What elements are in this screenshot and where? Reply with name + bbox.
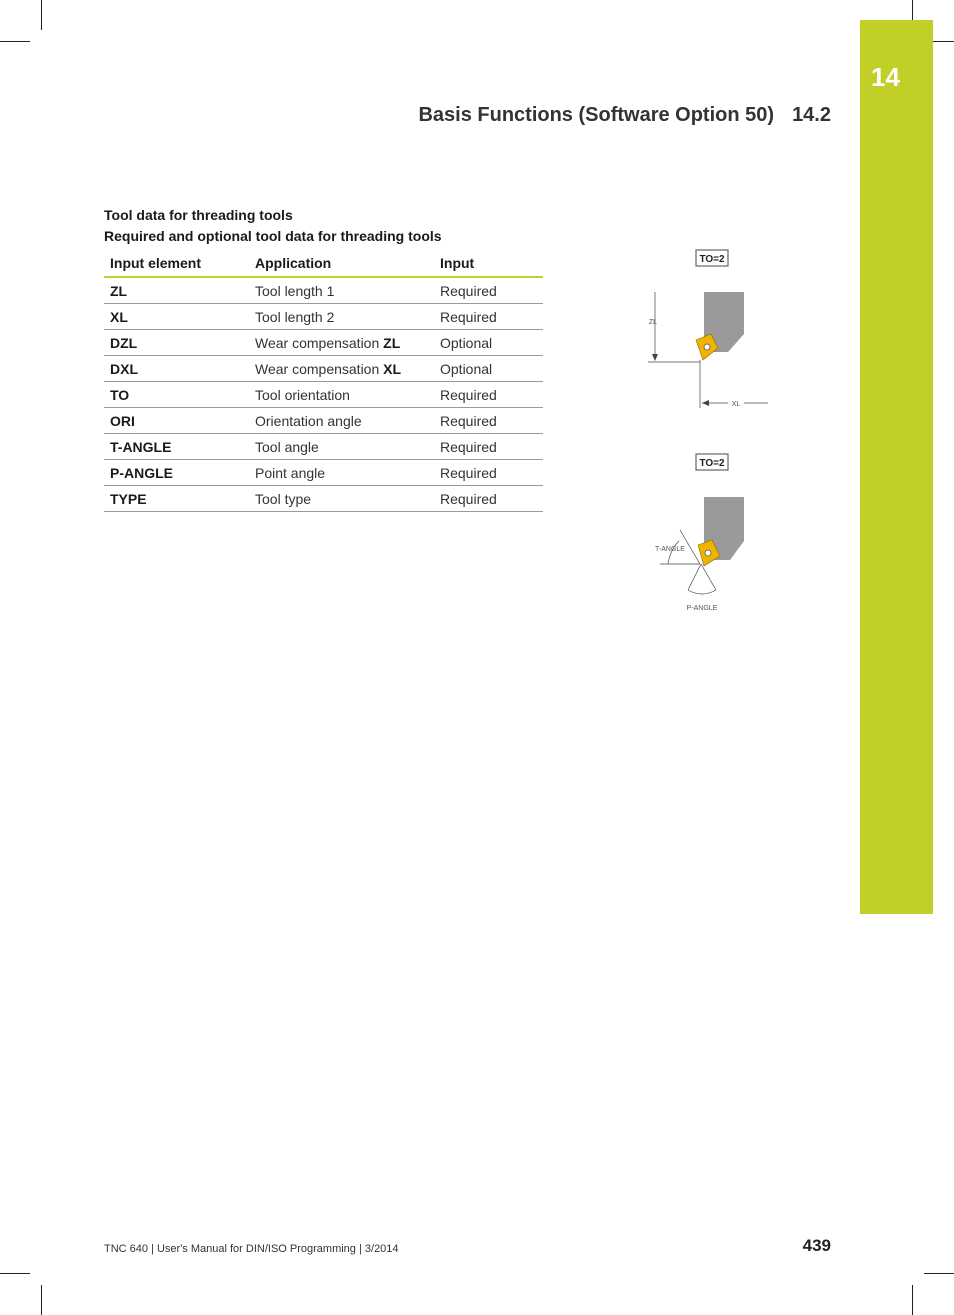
input-element-cell: T-ANGLE <box>104 434 249 460</box>
table-row <box>104 460 543 486</box>
input-cell: Required <box>434 434 543 460</box>
table-subtitle: Required and optional tool data for threading tools <box>104 228 442 244</box>
table-title: Tool data for threading tools <box>104 207 293 223</box>
application-cell: Orientation angle <box>249 408 434 434</box>
input-cell: Required <box>434 486 543 512</box>
column-header-input-element: Input element <box>104 250 249 277</box>
input-element-cell: TYPE <box>104 486 249 512</box>
p-angle-leg-right <box>701 564 716 590</box>
to-badge-top-label: TO=2 <box>699 254 725 265</box>
table-row <box>104 486 543 512</box>
application-cell: Point angle <box>249 460 434 486</box>
application-cell: Tool length 2 <box>249 304 434 330</box>
crop-mark <box>0 41 30 42</box>
input-element-cell: ORI <box>104 408 249 434</box>
input-cell: Optional <box>434 330 543 356</box>
table-row <box>104 382 543 408</box>
input-cell: Required <box>434 277 543 304</box>
to-badge-bottom-label: TO=2 <box>699 458 725 469</box>
input-element-cell: ZL <box>104 277 249 304</box>
input-element-cell: XL <box>104 304 249 330</box>
crop-mark <box>912 1285 913 1315</box>
crop-mark <box>41 0 42 30</box>
crop-mark <box>912 0 913 20</box>
application-cell: Wear compensation XL <box>249 356 434 382</box>
application-cell: Tool orientation <box>249 382 434 408</box>
tool-data-table <box>104 250 543 512</box>
zl-arrow <box>652 354 658 361</box>
page-number: 439 <box>802 1236 831 1255</box>
column-header-input: Input <box>434 250 543 277</box>
input-cell: Optional <box>434 356 543 382</box>
input-cell: Required <box>434 460 543 486</box>
threading-tool-figure <box>640 248 780 618</box>
crop-mark <box>0 1273 30 1274</box>
zl-label: ZL <box>648 319 658 326</box>
p-angle-label: P-ANGLE <box>686 605 718 612</box>
crop-mark <box>41 1285 42 1315</box>
table-row <box>104 330 543 356</box>
application-cell: Wear compensation ZL <box>249 330 434 356</box>
input-cell: Required <box>434 408 543 434</box>
input-element-cell: TO <box>104 382 249 408</box>
p-angle-arc <box>688 590 716 594</box>
application-cell: Tool type <box>249 486 434 512</box>
input-element-cell: P-ANGLE <box>104 460 249 486</box>
table-row <box>104 434 543 460</box>
table-header-row <box>104 250 543 277</box>
table-row <box>104 408 543 434</box>
input-cell: Required <box>434 304 543 330</box>
xl-arrow <box>702 400 709 406</box>
t-angle-label: T-ANGLE <box>655 546 685 553</box>
chapter-tab <box>860 20 933 914</box>
p-angle-leg-left <box>688 564 701 590</box>
application-cell: Tool angle <box>249 434 434 460</box>
input-cell: Required <box>434 382 543 408</box>
table-row <box>104 277 543 304</box>
chapter-number: 14 <box>871 62 900 92</box>
footer-text: TNC 640 | User's Manual for DIN/ISO Programming | 3/2014 <box>104 1243 399 1255</box>
table-row <box>104 356 543 382</box>
table-row <box>104 304 543 330</box>
xl-label: XL <box>731 401 741 408</box>
running-header <box>418 104 831 127</box>
crop-mark <box>924 1273 954 1274</box>
column-header-application: Application <box>249 250 434 277</box>
section-number: 14.2 <box>792 104 831 126</box>
insert-screw-hole <box>704 344 710 350</box>
section-title: Basis Functions (Software Option 50) <box>418 104 775 126</box>
input-element-cell: DZL <box>104 330 249 356</box>
insert-screw-hole <box>705 550 711 556</box>
application-cell: Tool length 1 <box>249 277 434 304</box>
input-element-cell: DXL <box>104 356 249 382</box>
